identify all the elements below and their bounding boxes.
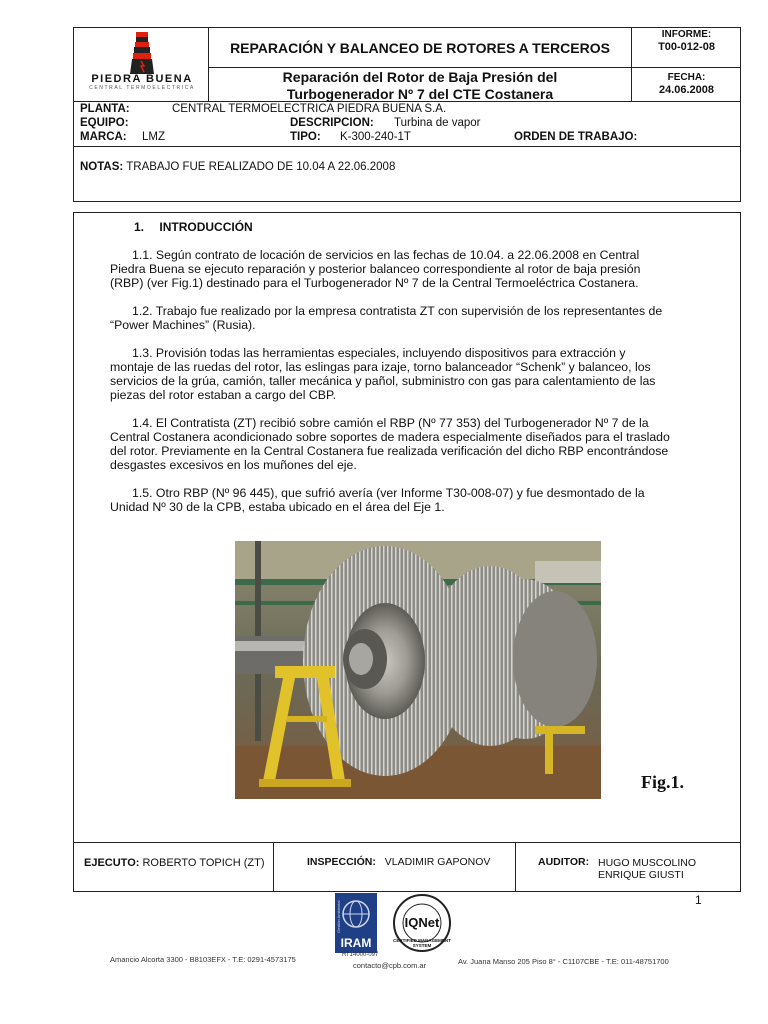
iram-logo xyxy=(335,893,377,953)
inspeccion-label: INSPECCIÓN: xyxy=(307,856,376,868)
rotor-photo xyxy=(235,541,601,799)
text-line: 1.5. Otro RBP (Nº 96 445), que sufrió avería (ver Informe T30-008-07) y fue desmontado de la xyxy=(132,486,645,500)
auditor-value xyxy=(598,857,696,881)
orden-label: ORDEN DE TRABAJO: xyxy=(514,131,638,143)
text-line: 1.1. Según contrato de locación de servicios en las fechas de 10.04. a 22.06.2008 en Central xyxy=(132,248,640,262)
marca-label: MARCA: xyxy=(80,131,127,143)
ejecuto-value: ROBERTO TOPICH (ZT) xyxy=(142,857,265,869)
ejecuto-label: EJECUTO: xyxy=(84,857,140,869)
planta-label: PLANTA: xyxy=(80,103,130,115)
ejecuto-cell xyxy=(84,857,265,869)
inspeccion-value: VLADIMIR GAPONOV xyxy=(384,856,491,868)
text-line: Piedra Buena se ejecuto reparación y posterior balanceo correspondiente al rotor de baja presión xyxy=(110,262,641,276)
text-line: 1.4. El Contratista (ZT) recibió sobre camión el RBP (Nº 77 353) del Turbogenerador Nº 7 de la xyxy=(132,416,649,430)
paragraph-1-5 xyxy=(110,486,730,514)
document-subtitle xyxy=(209,69,631,103)
signature-divider xyxy=(515,842,516,892)
subtitle-line: Turbogenerador Nº 7 del CTE Costanera xyxy=(286,86,554,102)
planta-value: CENTRAL TERMOELECTRICA PIEDRA BUENA S.A. xyxy=(172,103,447,115)
inspeccion-cell xyxy=(307,856,490,868)
paragraph-1-2 xyxy=(110,304,730,332)
logo-subtitle: CENTRAL TERMOELECTRICA xyxy=(89,85,195,91)
iqnet-ring-text: CERTIFIED MANAGEMENT SYSTEM xyxy=(393,938,451,948)
informe-label: INFORME: xyxy=(661,29,712,40)
descripcion-label: DESCRIPCION: xyxy=(290,117,374,129)
descripcion-value: Turbina de vapor xyxy=(394,117,481,129)
text-line: Unidad Nº 30 de la CPB, estaba ubicado en el área del Eje 1. xyxy=(110,500,445,514)
text-line: del rotor. Previamente en la Central Costanera fue realizada verificación del dicho RBP encontrándose xyxy=(110,444,669,458)
section-heading xyxy=(134,220,253,234)
text-line: montaje de las ruedas del rotor, las eslingas para izaje, torno balanceador “Schenk” y balanceo, los xyxy=(110,360,651,374)
text-line: desgastes excesivos en los muñones del eje. xyxy=(110,458,357,472)
text-line: piezas del rotor estaban a cargo del CBP. xyxy=(110,388,337,402)
iqnet-text: IQNet xyxy=(404,915,440,930)
fecha-value: 24.06.2008 xyxy=(658,84,715,96)
page-number: 1 xyxy=(695,893,702,907)
company-logo xyxy=(80,30,204,98)
text-line: servicios de la grúa, camión, taller mecánica y pañol, subministro con gas para calentamiento de las xyxy=(110,374,656,388)
notas-row xyxy=(80,161,395,173)
notas-value: TRABAJO FUE REALIZADO DE 10.04 A 22.06.2008 xyxy=(126,161,396,173)
marca-value: LMZ xyxy=(142,131,165,143)
text-line: Central Costanera acondicionado sobre soportes de madera especialmente diseñados para el traslado xyxy=(110,430,670,444)
iram-ring-text: Gestión Ambiental xyxy=(336,900,341,933)
text-line: (RBP) (ver Fig.1) destinado para el Turbogenerador Nº 7 de la Central Termoeléctrica Costanera. xyxy=(110,276,639,290)
figure-caption: Fig.1. xyxy=(641,772,684,792)
address-right: Av. Juana Manso 205 Piso 8° - C1107CBE - T.E: 011-48751700 xyxy=(458,957,669,966)
contact-email: contacto@cpb.com.ar xyxy=(353,961,427,970)
address-left: Amancio Alcorta 3300 - B8103EFX - T.E: 0291-4573175 xyxy=(110,955,296,964)
notas-label: NOTAS: xyxy=(80,161,124,173)
cert-code: RI 14000-097 xyxy=(342,952,379,958)
auditor-name: ENRIQUE GIUSTI xyxy=(598,869,684,881)
iqnet-logo xyxy=(384,893,460,953)
iram-globe-icon xyxy=(335,893,377,935)
chimney-logo-icon xyxy=(80,30,204,78)
document-title: REPARACIÓN Y BALANCEO DE ROTORES A TERCEROS xyxy=(230,40,610,56)
turbine-rotor-image-icon xyxy=(235,541,601,799)
header-divider xyxy=(208,67,741,68)
auditor-name: HUGO MUSCOLINO xyxy=(598,857,697,869)
logo-name: PIEDRA BUENA xyxy=(91,73,193,85)
subtitle-line: Reparación del Rotor de Baja Presión del xyxy=(282,69,558,85)
equipo-label: EQUIPO: xyxy=(80,117,129,129)
text-line: 1.3. Provisión todas las herramientas especiales, incluyendo dispositivos para extracción y xyxy=(132,346,626,360)
text-line: “Power Machines” (Rusia). xyxy=(110,318,256,332)
paragraph-1-1 xyxy=(110,248,730,290)
informe-value: T00-012-08 xyxy=(658,41,715,53)
header-divider xyxy=(73,146,741,147)
section-number: 1. xyxy=(134,220,145,234)
auditor-label: AUDITOR: xyxy=(538,856,590,868)
fecha-label: FECHA: xyxy=(667,72,706,83)
paragraph-1-3 xyxy=(110,346,730,402)
signature-divider xyxy=(273,842,274,892)
tipo-label: TIPO: xyxy=(290,131,321,143)
tipo-value: K-300-240-1T xyxy=(340,131,411,143)
text-line: 1.2. Trabajo fue realizado por la empresa contratista ZT con supervisión de los representantes de xyxy=(132,304,663,318)
iram-text: IRAM xyxy=(340,936,372,950)
paragraph-1-4 xyxy=(110,416,730,472)
section-title: INTRODUCCIÓN xyxy=(159,220,253,234)
